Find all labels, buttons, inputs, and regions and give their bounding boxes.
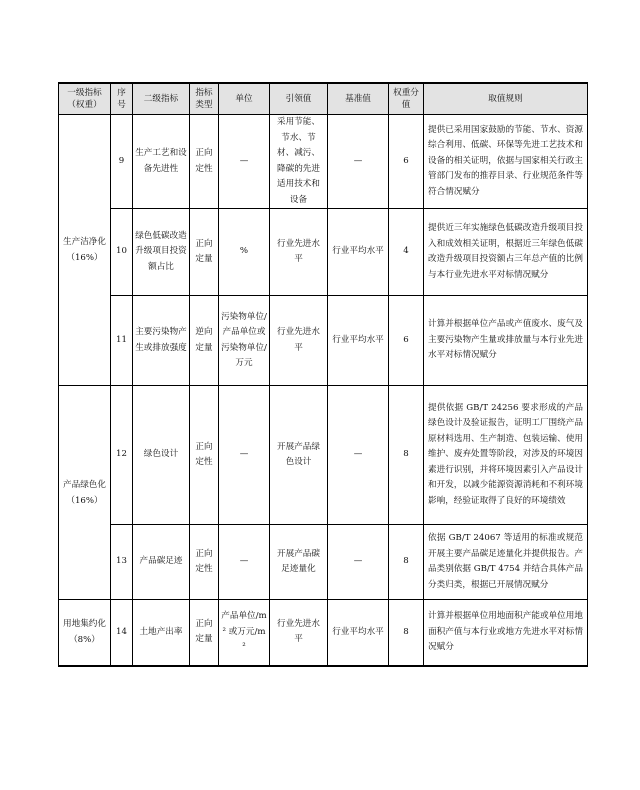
header-level2: 二级指标 xyxy=(133,83,190,115)
header-rule: 取值规则 xyxy=(424,83,588,115)
row-type: 正向定性 xyxy=(190,386,219,525)
row-base: — xyxy=(328,115,389,209)
row-rule: 计算并根据单位产品或产值废水、废气及主要污染物产生量或排放量与本行业先进水平对标情况赋分 xyxy=(424,296,588,386)
row-lead: 行业先进水平 xyxy=(270,209,328,296)
table-row xyxy=(59,115,588,209)
table-row xyxy=(59,386,588,525)
row-no: 10 xyxy=(111,209,133,296)
row-base: 行业平均水平 xyxy=(328,296,389,386)
row-type: 正向定量 xyxy=(190,209,219,296)
row-base: 行业平均水平 xyxy=(328,600,389,666)
row-lead: 开展产品绿色设计 xyxy=(270,386,328,525)
row-indicator: 绿色设计 xyxy=(133,386,190,525)
row-indicator: 土地产出率 xyxy=(133,600,190,666)
row-unit: — xyxy=(219,386,270,525)
row-lead: 开展产品碳足迹量化 xyxy=(270,525,328,600)
row-rule: 计算并根据单位用地面积产能或单位用地面积产值与本行业或地方先进水平对标情况赋分 xyxy=(424,600,588,666)
row-no: 13 xyxy=(111,525,133,600)
row-base: — xyxy=(328,525,389,600)
row-score: 8 xyxy=(389,600,424,666)
header-lead: 引领值 xyxy=(270,83,328,115)
row-no: 12 xyxy=(111,386,133,525)
row-type: 正向定量 xyxy=(190,600,219,666)
row-score: 8 xyxy=(389,386,424,525)
header-level1: 一级指标（权重） xyxy=(59,83,111,115)
row-unit: % xyxy=(219,209,270,296)
row-unit: — xyxy=(219,525,270,600)
header-base: 基准值 xyxy=(328,83,389,115)
indicator-table xyxy=(58,82,588,667)
header-unit: 单位 xyxy=(219,83,270,115)
table-row xyxy=(59,600,588,666)
row-no: 9 xyxy=(111,115,133,209)
row-rule: 提供近三年实施绿色低碳改造升级项目投入和成效相关证明，根据近三年绿色低碳改造升级项目投资额占三年总产值的比例与本行业先进水平对标情况赋分 xyxy=(424,209,588,296)
row-lead: 采用节能、节水、节材、减污、降碳的先进适用技术和设备 xyxy=(270,115,328,209)
row-lead: 行业先进水平 xyxy=(270,296,328,386)
row-no: 14 xyxy=(111,600,133,666)
row-indicator: 生产工艺和设备先进性 xyxy=(133,115,190,209)
row-rule: 依据 GB/T 24067 等适用的标准或规范开展主要产品碳足迹量化并提供报告。产品类别依据 GB/T 4754 并结合具体产品分类归类，根据已开展情况赋分 xyxy=(424,525,588,600)
row-unit: 污染物单位/产品单位或污染物单位/万元 xyxy=(219,296,270,386)
header-type: 指标类型 xyxy=(190,83,219,115)
row-score: 4 xyxy=(389,209,424,296)
row-type: 正向定性 xyxy=(190,525,219,600)
row-indicator: 产品碳足迹 xyxy=(133,525,190,600)
row-rule: 提供依据 GB/T 24256 要求形成的产品绿色设计及验证报告，证明工厂围绕产品原材料选用、生产制造、包装运输、使用维护、废弃处置等阶段，对涉及的环境因素进行识别，并将环境因素引入产品设计和开发，以减少能源资源消耗和不利环境影响，经验证取得了良好的环境绩效 xyxy=(424,386,588,525)
row-score: 6 xyxy=(389,115,424,209)
group-cell: 用地集约化（8%） xyxy=(59,600,111,666)
row-score: 8 xyxy=(389,525,424,600)
group-cell: 生产洁净化（16%） xyxy=(59,115,111,386)
row-type: 逆向定量 xyxy=(190,296,219,386)
row-type: 正向定性 xyxy=(190,115,219,209)
row-unit: — xyxy=(219,115,270,209)
row-base: 行业平均水平 xyxy=(328,209,389,296)
group-cell: 产品绿色化（16%） xyxy=(59,386,111,600)
row-rule: 提供已采用国家鼓励的节能、节水、资源综合利用、低碳、环保等先进工艺技术和设备的相关证明，依据与国家相关行政主管部门发布的推荐目录、行业规范条件等符合情况赋分 xyxy=(424,115,588,209)
row-indicator: 主要污染物产生或排放强度 xyxy=(133,296,190,386)
row-score: 6 xyxy=(389,296,424,386)
row-base: — xyxy=(328,386,389,525)
table-header-row xyxy=(59,83,588,115)
row-unit: 产品单位/m² 或万元/m² xyxy=(219,600,270,666)
row-lead: 行业先进水平 xyxy=(270,600,328,666)
table-row xyxy=(59,525,588,600)
row-indicator: 绿色低碳改造升级项目投资额占比 xyxy=(133,209,190,296)
header-score: 权重分值 xyxy=(389,83,424,115)
row-no: 11 xyxy=(111,296,133,386)
table-row xyxy=(59,296,588,386)
header-no: 序号 xyxy=(111,83,133,115)
table-row xyxy=(59,209,588,296)
